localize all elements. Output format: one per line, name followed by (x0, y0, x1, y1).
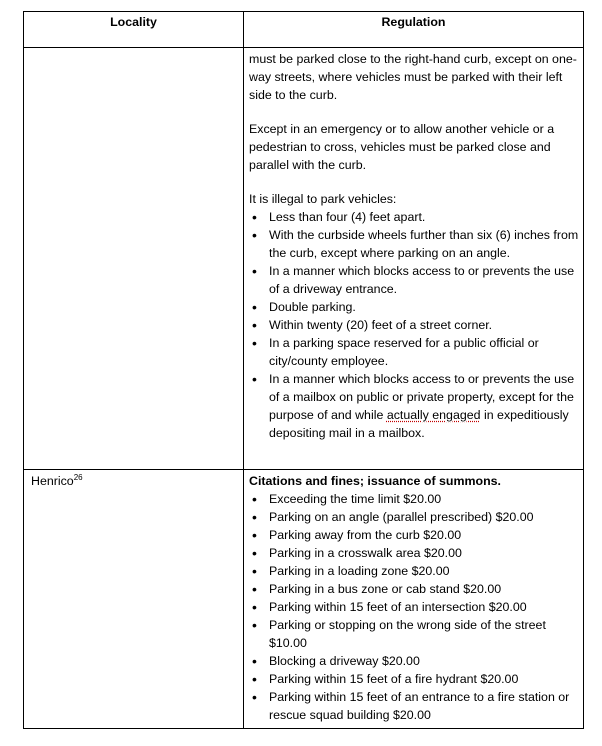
locality-cell (24, 470, 244, 729)
list-item: • Parking in a loading zone $20.00 (269, 562, 579, 580)
list-item: • Parking or stopping on the wrong side of the street $10.00 (269, 616, 579, 652)
locality-name: Henrico (31, 474, 74, 488)
fines-list (249, 490, 579, 724)
list-item-text: In a manner which blocks access to or prevents the use of a mailbox on public or private property, except for the purpose of and while (269, 372, 575, 422)
regulation-cell (244, 470, 584, 729)
spellcheck-flagged-text[interactable]: actually engaged (386, 408, 481, 422)
list-item: • Parking within 15 feet of a fire hydrant $20.00 (269, 670, 579, 688)
table-row (24, 470, 584, 729)
list-item: • Parking in a bus zone or cab stand $20.00 (269, 580, 579, 598)
list-item: • Parking on an angle (parallel prescribed) $20.00 (269, 508, 579, 526)
list-item: • Less than four (4) feet apart. (269, 208, 579, 226)
list-item: • Parking away from the curb $20.00 (269, 526, 579, 544)
list-item: • Within twenty (20) feet of a street corner. (269, 316, 579, 334)
regulation-heading: Citations and fines; issuance of summons. (249, 474, 501, 488)
locality-column-header: Locality (24, 12, 244, 48)
list-item: • Double parking. (269, 298, 579, 316)
prohibited-parking-list (249, 208, 579, 442)
list-item: • With the curbside wheels further than six (6) inches from the curb, except where parking on an angle. (269, 226, 579, 262)
list-item: • Parking in a crosswalk area $20.00 (269, 544, 579, 562)
list-item-text: in expeditiously depositing mail in a mailbox. (269, 408, 569, 440)
footnote-reference[interactable]: 26 (73, 472, 83, 482)
locality-cell (24, 48, 244, 470)
regulation-cell (244, 48, 584, 470)
table-header-row (24, 12, 584, 48)
regulation-column-header: Regulation (244, 12, 584, 48)
list-item: • Parking within 15 feet of an intersection $20.00 (269, 598, 579, 616)
list-item: • In a manner which blocks access to or prevents the use of a driveway entrance. (269, 262, 579, 298)
regulation-paragraph: must be parked close to the right-hand curb, except on one-way streets, where vehicles must be parked with their left side to the curb. (249, 52, 577, 102)
regulation-paragraph: Except in an emergency or to allow another vehicle or a pedestrian to cross, vehicles must be parked close and parallel with the curb. (249, 122, 555, 172)
table-row (24, 48, 584, 470)
list-item (269, 370, 579, 442)
list-item: • Blocking a driveway $20.00 (269, 652, 579, 670)
list-item: • Exceeding the time limit $20.00 (269, 490, 579, 508)
list-item: • In a parking space reserved for a public official or city/county employee. (269, 334, 579, 370)
list-intro: It is illegal to park vehicles: (249, 192, 397, 206)
regulations-table (23, 11, 584, 729)
list-item: • Parking within 15 feet of an entrance to a fire station or rescue squad building $20.00 (269, 688, 579, 724)
